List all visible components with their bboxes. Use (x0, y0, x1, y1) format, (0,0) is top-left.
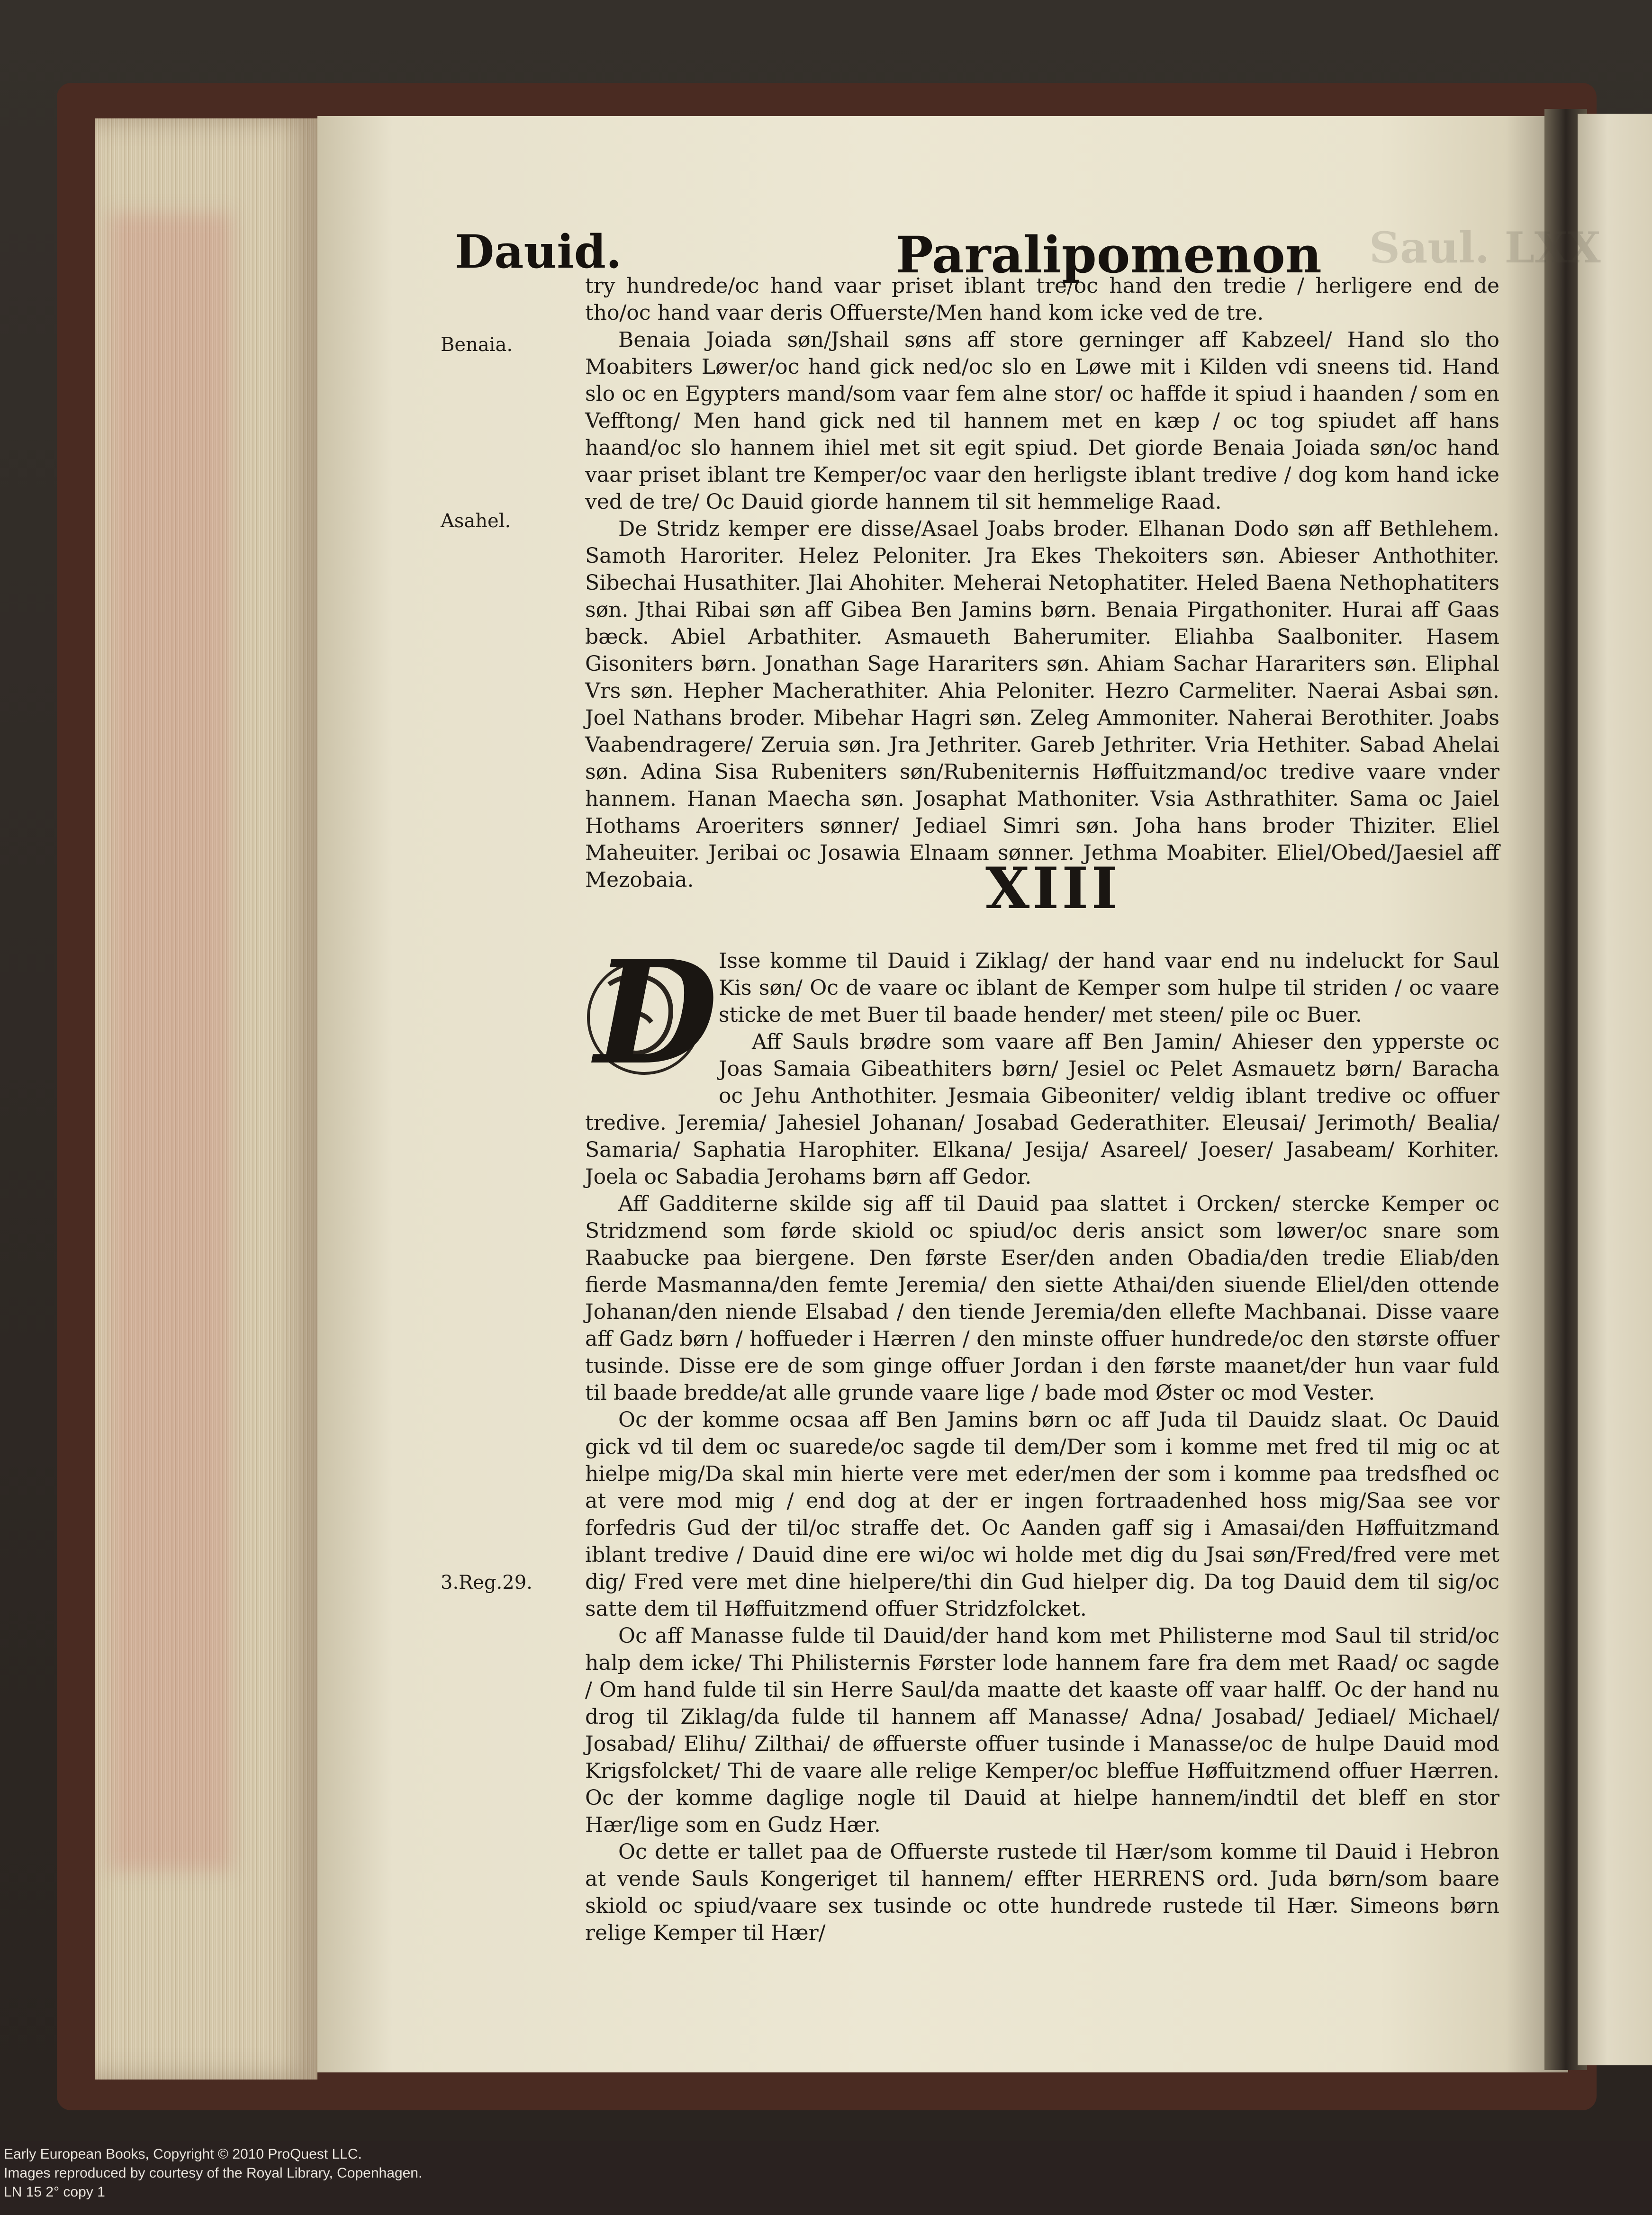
initial-letter: D (595, 929, 718, 1096)
paragraph: Benaia Joiada søn/Jshail søns aff store gerninger aff Kabzeel/ Hand slo tho Moabiters Løwer/oc hand gick ned/oc slo en Løwe mit i Kilden vdi sneens tid. Hand slo oc en Egypters mand/som vaar fem alne stor/ oc haffde it spiud i haanden / som en Vefftong/ Men hand gick ned til hannem met en kæp / oc tog spiudet aff hans haand/oc slo hannem ihiel met sit egit spiud. Det giorde Benaia Joiada søn/oc hand vaar priset iblant tre Kemper/oc vaar den herligste iblant tredive / dog kom hand icke ved de tre/ Oc Dauid giorde hannem til sit hemmelige Raad. (585, 328, 1499, 514)
paragraph: De Stridz kemper ere disse/Asael Joabs broder. Elhanan Dodo søn aff Bethlehem. Samoth Haroriter. Helez Peloniter. Jra Ekes Thekoiters søn. Abieser Anthothiter. Sibechai Husathiter. Jlai Ahohiter. Meherai Netophatiter. Heled Baena Nethophatiters søn. Jthai Ribai søn aff Gibea Ben Jamins børn. Benaia Pirgathoniter. Hurai aff Gaas bæck. Abiel Arbathiter. Asmaueth Baherumiter. Eliahba Saalboniter. Hasem Gisoniters børn. Jonathan Sage Harariters søn. Ahiam Sachar Harariters søn. Eliphal Vrs søn. Hepher Macherathiter. Ahia Peloniter. Hezro Carmeliter. Naerai Asbai søn. Joel Nathans broder. Mibehar Hagri søn. Zeleg Ammoniter. Naherai Berothiter. Joabs Vaabendragere/ Zeruia søn. Jra Jethriter. Gareb Jethriter. Vria Hethiter. Sabad Ahelai søn. Adina Sisa Rubeniters søn/Rubeniternis Høffuitzmand/oc tredive vaare vnder hannem. Hanan Maecha søn. Josaphat Mathoniter. Vsia Asthrathiter. Sama oc Jaiel Hothams Aroeriters sønner/ Jediael Simri søn. Joha hans broder Thiziter. Eliel Maheuiter. Jeribai oc Josawia Elnaam sønner. Jethma Moabiter. Eliel/Obed/Jaesiel aff Mezobaia. (585, 517, 1499, 892)
credit-line: Early European Books, Copyright © 2010 ProQuest LLC. (4, 2146, 362, 2162)
paragraph: Aff Sauls brødre som vaare aff Ben Jamin/ Ahieser den ypperste oc Joas Samaia Gibeathiters børn/ Jesiel oc Pelet Asmauetz børn/ Baracha oc Jehu Anthothiter. Jesmaia Gibeoniter/ veldig iblant tredive oc offuer tredive. Jeremia/ Jahesiel Johanan/ Josabad Gederathiter. Eleusai/ Jerimoth/ Bealia/ Samaria/ Saphatia Harophiter. Elkana/ Jesija/ Asareel/ Joeser/ Jasabeam/ Korhiter. Joela oc Sabadia Jerohams børn aff Gedor. (585, 1030, 1499, 1189)
credits (4, 2145, 422, 2202)
paragraph: Oc aff Manasse fulde til Dauid/der hand kom met Philisterne mod Saul til strid/oc halp dem icke/ Thi Philisternis Førster lode hannem fare fra dem met Raad/ oc sagde / Om hand fulde til sin Herre Saul/da maatte det kaaste off vaar halff. Oc der hand nu drog til Ziklag/da fulde til hannem aff Manasse/ Adna/ Josabad/ Jediael/ Michael/ Josabad/ Elihu/ Zilthai/ de øffuerste offuer tusinde i Manasse/oc de hulpe Dauid mod Krigsfolcket/ Thi de vaare alle relige Kemper/oc bleffue Høffuitzmend offuer Hærren. Oc der komme daglige nogle til Dauid at hielpe hannem/indtil det bleff en stor Hær/lige som en Gudz Hær. (585, 1624, 1499, 1837)
margin-note-reg: 3.Reg.29. (441, 1572, 533, 1594)
paragraph: Aff Gadditerne skilde sig aff til Dauid paa slattet i Orcken/ stercke Kemper oc Stridzmend som førde skiold oc spiud/oc deris ansict som løwer/oc snare som Raabucke paa biergene. Den første Eser/den anden Obadia/den tredie Eliab/den fierde Masmanna/den femte Jeremia/ den siette Athai/den siuende Eliel/den ottende Johanan/den niende Elsabad / den tiende Jeremia/den ellefte Machbanai. Disse vaare aff Gadz børn / hoffueder i Hærren / den minste offuer hundrede/oc den største offuer tusinde. Disse ere de som ginge offuer Jordan i den første maanet/der hun vaar fuld til baade bredde/at alle grunde vaare lige / bade mod Øster oc mod Vester. (585, 1192, 1499, 1405)
paragraph: Isse komme til Dauid i Ziklag/ der hand vaar end nu indeluckt for Saul Kis søn/ Oc de vaare oc iblant de Kemper som hulpe til striden / oc vaare sticke de met Buer til baade hender/ met steen/ pile oc Buer. (719, 949, 1499, 1027)
paragraph: try hundrede/oc hand vaar priset iblant tre/oc hand den tredie / herligere end de tho/oc hand vaar deris Offuerste/Men hand kom icke ved de tre. (585, 274, 1499, 325)
paragraph: Oc dette er tallet paa de Offuerste rustede til Hær/som komme til Dauid i Hebron at vende Sauls Kongeriget til hannem/ effter HERRENS ord. Juda børn/som baare skiold oc spiud/vaare sex tusinde oc otte hundrede rustede til Hær. Simeons børn relige Kemper til Hær/ (585, 1840, 1499, 1945)
decorated-initial (580, 929, 718, 1096)
margin-note-asahel: Asahel. (441, 510, 511, 532)
running-header-title: Paralipomenon (895, 225, 1322, 284)
credit-line: LN 15 2° copy 1 (4, 2184, 105, 2200)
right-page-edge (1578, 114, 1652, 2065)
show-through-header: Saul. LXX (1369, 223, 1601, 273)
paragraph: Oc der komme ocsaa aff Ben Jamins børn oc aff Juda til Dauidz slaat. Oc Dauid gick vd til dem oc suarede/oc sagde til dem/Der som i komme met fred til mig oc at hielpe mig/Da skal min hierte vere met eder/men der som i komme paa tredsfhed oc at vere mod mig / end dog at der er ingen fortraadenhed hoss mig/Saa see vor forfedris Gud der til/oc straffe det. Oc Aanden gaff sig i Amasai/den Høffuitzmand iblant tredive / Dauid dine ere wi/oc wi holde met dig du Jsai søn/Fred/fred vere met dig/ Fred vere met dine hielpere/thi din Gud hielper dig. Da tog Dauid dem til sig/oc satte dem til Høffuitzmend offuer Stridzfolcket. (585, 1408, 1499, 1621)
text-block-chapter (585, 929, 1499, 1946)
page-edges (95, 118, 317, 2080)
credit-line: Images reproduced by courtesy of the Royal Library, Copenhagen. (4, 2165, 423, 2181)
text-block-top (585, 272, 1499, 893)
chapter-heading: XIII (985, 855, 1121, 922)
margin-note-benaia: Benaia. (441, 334, 513, 356)
running-header-left: Dauid. (455, 225, 622, 279)
